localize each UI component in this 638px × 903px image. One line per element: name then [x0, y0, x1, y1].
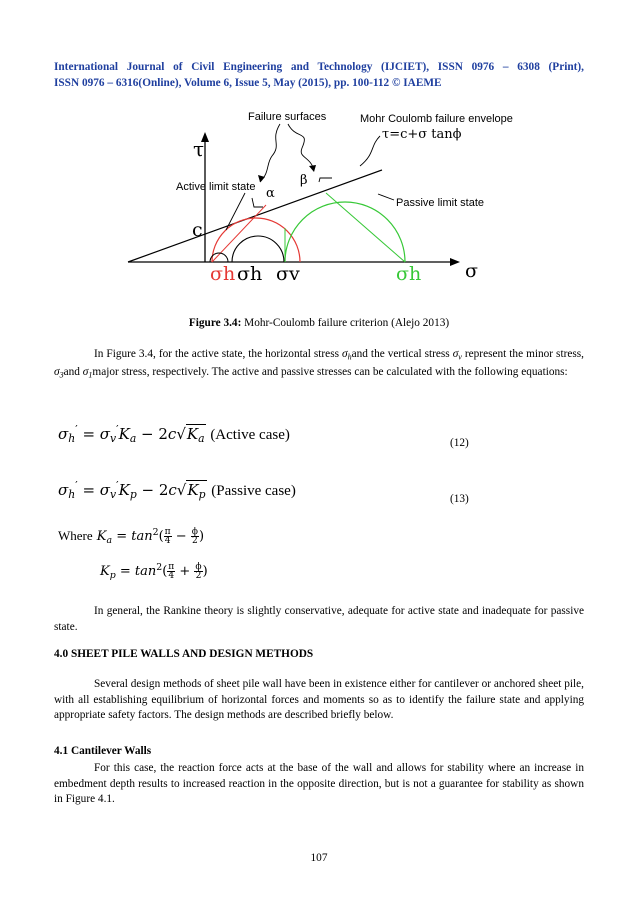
envelope-pointer — [360, 136, 380, 166]
active-case-label: (Active case) — [210, 426, 290, 443]
beta-angle-marker — [319, 178, 332, 182]
failure-surfaces-arrow-right — [309, 165, 316, 172]
kp-definition: $K_p = \tan^2$( $\frac{\pi}{4}$ + $\frac{\phi}{2}$ ) — [100, 561, 208, 582]
sigma-v-subscript: v — [458, 352, 462, 362]
sigma-1-symbol: σ — [82, 365, 89, 378]
where-word: Where — [58, 528, 93, 544]
envelope-equation: τ=c+σ tanϕ — [382, 127, 462, 142]
passive-limit-pointer — [378, 194, 394, 200]
section-4-heading: 4.0 SHEET PILE WALLS AND DESIGN METHODS — [54, 648, 314, 660]
figure-caption — [0, 317, 638, 329]
equation-12: $\sigma_h' = \sigma_v'K_a - 2c√K_a$ (Active case) — [58, 423, 290, 446]
para1-text-2: and the vertical stress — [351, 348, 453, 360]
para1-text-1: In Figure 3.4, for the active state, the horizontal stress — [94, 348, 342, 360]
section-4-1-heading: 4.1 Cantilever Walls — [54, 745, 152, 757]
page-number: 107 — [310, 852, 328, 864]
sigma-v-label: σv — [276, 263, 300, 285]
caption-label: Figure 3.4: — [188, 317, 242, 329]
mohr-coulomb-figure — [120, 100, 520, 290]
passive-mohr-circle — [285, 202, 405, 262]
passive-case-label: (Passive case) — [211, 482, 296, 499]
alpha-label: α — [266, 186, 275, 201]
sigma-h-subscript: h — [347, 352, 352, 362]
sigma-3-subscript: 3 — [59, 370, 64, 380]
ka-definition: Where $K_a = \tan^2$( $\frac{\pi}{4}$ − $\frac{\phi}{2}$ ) — [58, 526, 205, 547]
failure-surfaces-pointer-right — [288, 124, 314, 170]
paragraph-cantilever: For this case, the reaction force acts at the base of the wall and allows for stability where an increase in embedment depth results to increased reaction in the opposite direction, but is not a guarantee for stability as shown in Figure 4.1. — [54, 762, 584, 805]
sigma-h-label: σh — [237, 263, 263, 285]
para1-text-4: and — [63, 365, 83, 378]
para1-text-5: major stress, respectively. The active and passive stresses can be calculated with the following equations: — [92, 365, 568, 378]
failure-surfaces-pointer-left — [260, 124, 280, 182]
sigma-h-symbol: σ — [341, 348, 348, 360]
sigma-3-symbol: σ — [54, 365, 60, 378]
sigma-h-active-label: σh — [210, 263, 236, 285]
sigma-v-symbol: σ — [452, 348, 459, 360]
active-limit-pointer — [226, 193, 245, 230]
passive-failure-plane — [326, 193, 405, 262]
passive-limit-label: Passive limit state — [396, 197, 485, 209]
beta-label: β — [300, 173, 308, 188]
failure-surfaces-label: Failure surfaces — [248, 111, 327, 123]
tau-axis-label: τ — [193, 137, 205, 161]
sigma-h-passive-label: σh — [396, 263, 422, 285]
header-line-2: ISSN 0976 – 6316(Online), Volume 6, Issue 5, May (2015), pp. 100-112 © IAEME — [54, 76, 442, 89]
header-line-1: International Journal of Civil Engineering and Technology (IJCIET), ISSN 0976 – 6308 (Print), — [54, 61, 584, 73]
active-limit-label: Active limit state — [176, 181, 256, 193]
envelope-title: Mohr Coulomb failure envelope — [360, 113, 513, 125]
caption-text: Mohr-Coulomb failure criterion (Alejo 2013) — [241, 317, 450, 329]
equation-13: $\sigma_h' = \sigma_v'K_p - 2c√K_p$ (Passive case) — [58, 479, 296, 502]
paragraph-figure-3-4 — [54, 347, 584, 383]
para1-text-3: represent the minor stress, — [461, 348, 584, 360]
sigma-axis-label: σ — [465, 260, 478, 282]
equation-13-number: (13) — [450, 493, 469, 505]
intermediate-mohr-circle — [232, 236, 284, 262]
journal-header — [54, 60, 584, 91]
sigma-axis-arrow — [450, 258, 460, 266]
alpha-angle-marker — [252, 198, 263, 207]
paragraph-design-methods: Several design methods of sheet pile wall have been in existence either for cantilever or anchored sheet pile, with all establishing equilibrium of horizontal forces and moments so as to identify the failure state and applying appropriate safety factors. The design methods are described briefly below. — [54, 678, 584, 721]
equation-12-number: (12) — [450, 437, 469, 449]
c-intercept-label: c — [192, 219, 203, 241]
sigma-1-subscript: 1 — [88, 370, 93, 380]
paragraph-rankine: In general, the Rankine theory is slightly conservative, adequate for active state and inadequate for passive state. — [54, 605, 584, 633]
